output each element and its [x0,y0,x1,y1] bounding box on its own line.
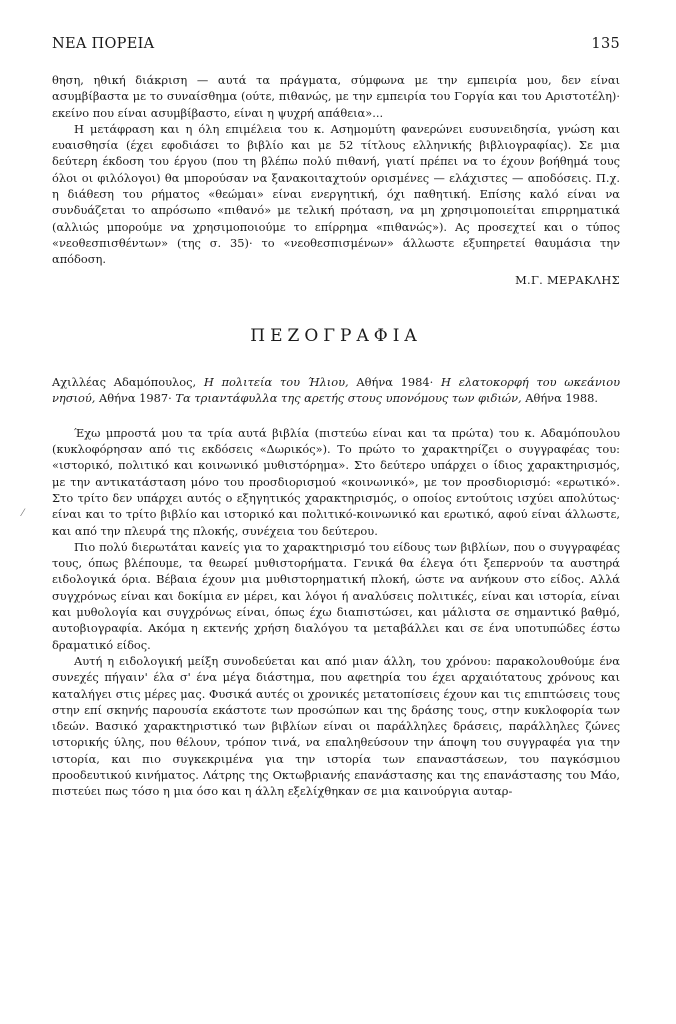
review-paragraph-2: Πιο πολύ διερωτάται κανείς για το χαρακτηρισμό του είδους των βιβλίων, που ο συγγραφέας τους, όπως βλέπουμε, τα θεωρεί μυθιστορήματα. Γενικά θα έλεγα ότι ξεπερνούν τα αυστηρά ειδολογικά όρια. Βέβαια έχουν μια μυθιστορηματική πλοκή, ώστε να ανήκουν στο είδος. Αλλά συγχρόνως είναι και δοκίμια εν μέρει, και λόγοι ή αναλύσεις πολιτικές, είναι και ιστορία, είναι και μυθολογία και συγχρόνως είναι, όπως έχω διαπιστώσει, και μάλιστα σε σημαντικό βαθμό, αυτοβιογραφία. Ακόμα η εκτενής χρήση διαλόγου τα μεταβάλλει και σε ένα υποτυπώδες έστω δραματικό είδος. [52,539,620,652]
page-number: 135 [591,36,620,52]
margin-mark: ⁄ [22,508,24,519]
citation-author: Αχιλλέας Αδαμόπουλος, [52,375,197,390]
review-continuation-paragraph: θηση, ηθική διάκριση — αυτά τα πράγματα, σύμφωνα με την εμπειρία μου, δεν είναι ασυμβίβαστα με το συναίσθημα (ούτε, πιθανώς, με την εμπειρία του Γοργία και του Αριστοτέλη)· εκείνο που είναι ασυμβίβαστο, είναι η ψυχρή απάθεια»... [52,73,620,120]
citation-place-year-1: Αθήνα 1984· [356,375,434,390]
review-paragraph-3: Αυτή η ειδολογική μείξη συνοδεύεται και από μιαν άλλη, του χρόνου: παρακολουθούμε ένα συνεχές πήγαιν' έλα σ' ένα μέγα διάστημα, που αφετηρία του έχει αρχαιότατους χρόνους και καταλήγει στις μέρες μας. Φυσικά αυτές οι χρονικές μετατοπίσεις έχουν και τις επιπτώσεις τους στην επί σκηνής παρουσία εκάστοτε των προσώπων και της δράσης τους, στην κυκλοφορία των ιδεών. Βασικό χαρακτηριστικό των βιβλίων είναι οι παράλληλες δράσεις, παράλληλες ζώνες ιστορικής ύλης, που θέλουν, τρόπον τινά, να επαληθεύσουν την άποψη του συγγραφέα για την ιστορία, και πιο συγκεκριμένα για την ιστορία των επαναστάσεων, του παγκόσμιου προοδευτικού κινήματος. Λάτρης της Οκτωβριανής επανάστασης και της επανάστασης του Μάο, πιστεύει πως τόσο η μια όσο και η άλλη εξελίχθηκαν σε μια καινούργια αυταρ- [52,653,620,799]
citation-place-year-3: Αθήνα 1988. [525,391,599,406]
book-citation [52,374,620,407]
citation-title-3: Τα τριαντάφυλλα της αρετής στους υπονόμους των φιδιών, [175,391,522,406]
citation-place-year-2: Αθήνα 1987· [99,391,172,406]
journal-title: ΝΕΑ ΠΟΡΕΙΑ [52,36,155,52]
section-heading: ΠΕΖΟΓΡΑΦΙΑ [250,325,422,346]
review-paragraph-1: Έχω μπροστά μου τα τρία αυτά βιβλία (πιστεύω είναι και τα πρώτα) του κ. Αδαμόπουλου (κυκλοφόρησαν από τις εκδόσεις «Δωρικός»). Το πρώτο το χαρακτηρίζει ο συγγραφέας του: «ιστορικό, πολιτικό και κοινωνικό μυθιστόρημα». Στο δεύτερο υπάρχει ο ίδιος χαρακτηρισμός, με την αντικατάσταση μόνο του προσδιορισμού «κοινωνικό», με τον προσδιορισμό: «ερωτικό». Στο τρίτο δεν υπάρχει αυτός ο εξηγητικός χαρακτηρισμός, ο οποίος εντούτοις ισχύει απολύτως· είναι και το τρίτο βιβλίο και ιστορικό και πολιτικό-κοινωνικό και ερωτικό, αφού είναι άλλωστε, και από την πλευρά της πλοκής, συνέχεια του δεύτερου. [52,425,620,538]
citation-title-2: Η ελατοκορφή του ωκεάνιου νησιού, [52,375,621,406]
running-header [52,36,620,52]
citation-title-1: Η πολιτεία του Ήλιου, [203,375,349,390]
reviewer-signature: Μ.Γ. ΜΕΡΑΚΛΗΣ [515,272,620,287]
review-translation-paragraph: Η μετάφραση και η όλη επιμέλεια του κ. Ασημομύτη φανερώνει ευσυνειδησία, γνώση και ευαισθησία (έχει εφοδιάσει το βιβλίο και με 52 τίτλους ελληνικής βιβλιογραφίας). Σε μια δεύτερη έκδοση του έργου (που τη βλέπω πολύ πιθανή, γιατί πρέπει να το έχουν βοήθημά τους όλοι οι φιλόλογοι) θα μπορούσαν να ξανακοιταχτούν ορισμένες — ελάχιστες — αποδόσεις. Π.χ. η διάθεση του ρήματος «θεώμαι» είναι ενεργητική, όχι παθητική. Επίσης καλό είναι να συνδυάζεται το απρόσωπο «πιθανό» με τελική πρόταση, να μη χρησιμοποιείται επιρρηματικά (αλλιώς μπορούμε να χρησιμοποιούμε το επίρρημα «πιθανώς»). Ας προσεχτεί και ο τύπος «νεοθεσπισθέντων» (της σ. 35)· το «νεοθεσπισμένων» άλλωστε εξυπηρετεί θαυμάσια την απόδοση. [52,121,620,267]
page-body [52,72,620,800]
